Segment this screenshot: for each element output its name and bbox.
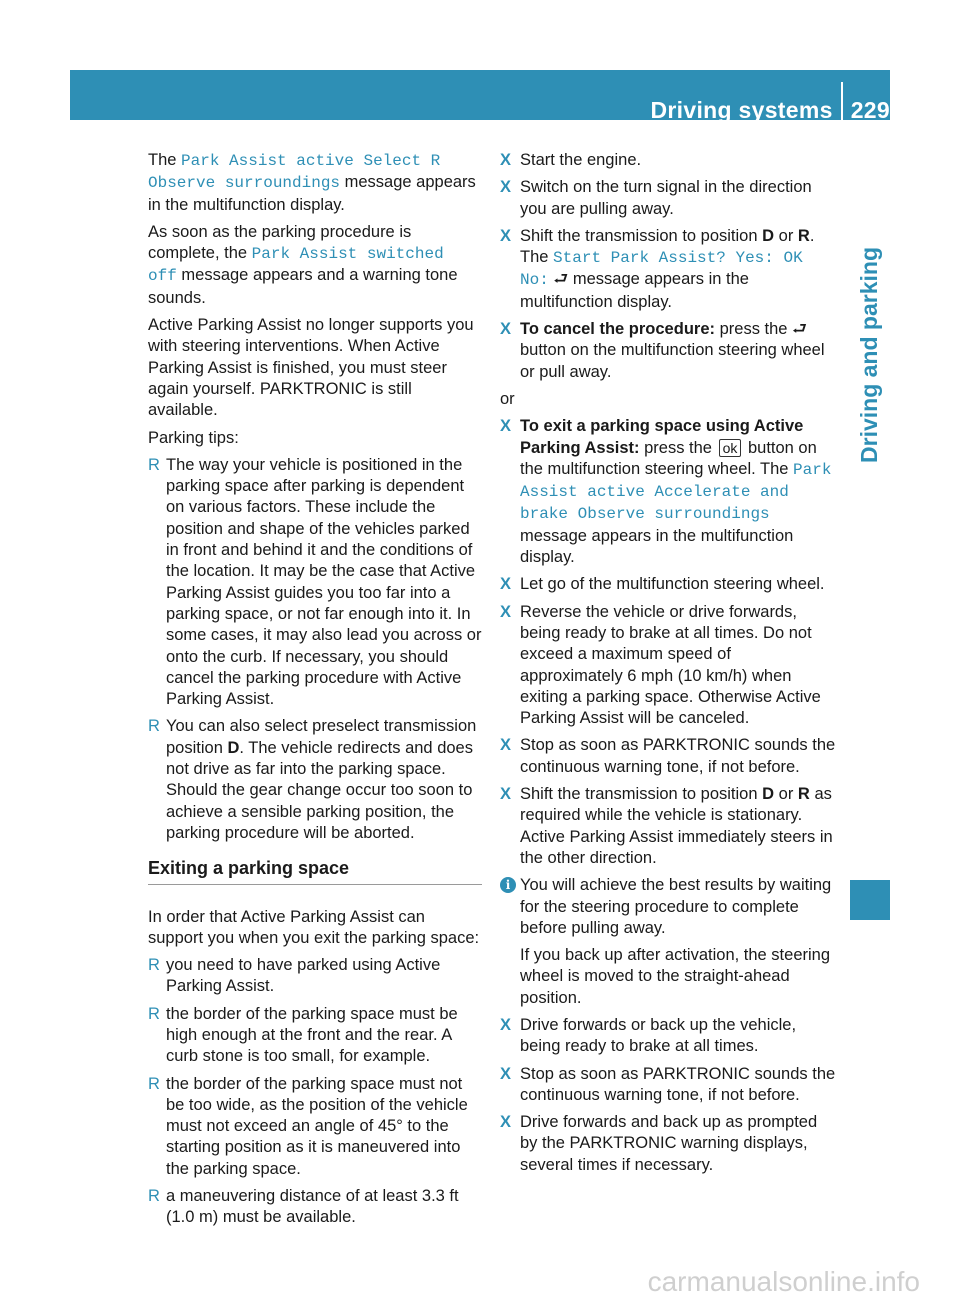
- paragraph: or: [500, 389, 515, 408]
- ok-key-icon: ok: [719, 439, 742, 457]
- step-item: X Stop as soon as PARKTRONIC sounds the continuous warning tone, if not before.: [500, 1064, 836, 1104]
- step-item: X To cancel the procedure: press the ⮐ button on the multifunction steering wheel or pull away.: [500, 320, 825, 381]
- step-marker: X: [500, 226, 512, 245]
- right-column: [500, 150, 836, 1182]
- step-marker: X: [500, 320, 512, 339]
- step-item: X Stop as soon as PARKTRONIC sounds the continuous warning tone, if not before.: [500, 736, 836, 776]
- step-item: X Switch on the turn signal in the direction you are pulling away.: [500, 178, 812, 218]
- list-item: R a maneuvering distance of at least 3.3 ft (1.0 m) must be available.: [148, 1187, 459, 1227]
- bullet-marker: R: [148, 1074, 160, 1093]
- step-item: X Drive forwards and back up as prompted by the PARKTRONIC warning displays, several times if necessary.: [500, 1113, 818, 1174]
- list-item: R the border of the parking space must not be too wide, as the position of the vehicle must not exceed an angle of 45° to the starting position as it is maneuvered into the parking space.: [148, 1074, 468, 1178]
- bullet-marker: R: [148, 1187, 160, 1206]
- side-tab: [850, 120, 890, 836]
- header-separator: [841, 82, 843, 130]
- bullet-marker: R: [148, 455, 160, 474]
- display-message: Park Assist switched off: [148, 245, 444, 286]
- list-item: R you need to have parked using Active Parking Assist.: [148, 956, 441, 996]
- info-note: i You will achieve the best results by waiting for the steering procedure to complete before pulling away. If you back up after activation, the steering wheel is moved to the straight-ahead position.: [500, 875, 836, 1009]
- step-item: X Shift the transmission to position D or R. The Start Park Assist? Yes: OK No: ⮐ message appears in the multifunction display.: [500, 226, 815, 311]
- bullet-marker: R: [148, 1004, 160, 1023]
- paragraph: In order that Active Parking Assist can support you when you exit the parking space:: [148, 907, 480, 947]
- step-item: X Reverse the vehicle or drive forwards, being ready to brake at all times. Do not exceed a maximum speed of approximately 6 mph (10 km/h) when exiting a parking space. Otherwise Active Parking Assist will be canceled.: [500, 602, 821, 728]
- bullet-marker: R: [148, 717, 160, 736]
- side-tab-label: [849, 247, 891, 463]
- list-item: R The way your vehicle is positioned in the parking space after parking is dependent on various factors. These include the position and shape of the vehicles parked in front and behind it and the conditions of the location. It may be the case that Active Parking Assist guides you too far into a parking space, or not far enough into it. In some cases, it may also lead you across or onto the curb. If necessary, you should cancel the parking procedure with Active Parking Assist.: [148, 455, 482, 709]
- step-marker: X: [500, 417, 512, 436]
- side-square: [850, 880, 890, 920]
- back-icon: ⮐: [553, 270, 569, 289]
- step-marker: X: [500, 785, 512, 804]
- paragraph: Active Parking Assist no longer supports you with steering interventions. When Active Parking Assist is finished, you must steer again yourself. PARKTRONIC is still available.: [148, 316, 474, 420]
- back-icon: ⮐: [792, 320, 807, 339]
- step-item: X Start the engine.: [500, 150, 836, 171]
- left-column: [148, 150, 482, 1235]
- bullet-marker: R: [148, 956, 160, 975]
- info-icon: i: [500, 877, 516, 893]
- list-item: R You can also select preselect transmission position D. The vehicle redirects and does not drive as far into the parking space. Should the gear change occur too soon to achieve a sensible parking position, the parking procedure will be aborted.: [148, 717, 477, 842]
- page-number: 229: [850, 97, 890, 123]
- step-item: X Drive forwards or back up the vehicle, being ready to brake at all times.: [500, 1015, 797, 1056]
- paragraph: As soon as the parking procedure is complete, the Park Assist switched off message appears and a warning tone sounds.: [148, 222, 458, 307]
- chapter-label: Driving and parking: [856, 247, 882, 463]
- step-item: X Let go of the multifunction steering wheel.: [500, 574, 836, 595]
- display-message: Start Park Assist? Yes: OK No:: [520, 249, 803, 290]
- step-marker: X: [500, 1113, 512, 1132]
- step-marker: X: [500, 1064, 512, 1083]
- section-title: Driving systems: [650, 97, 833, 123]
- display-message: Park Assist active Select R Observe surroundings: [148, 152, 441, 193]
- watermark: carmanualsonline.info: [647, 1266, 920, 1297]
- step-item: X To exit a parking space using Active Parking Assist: press the ok button on the multifunction steering wheel. The Park Assist active Accelerate and brake Observe surroundings message appears in the multifunction display.: [500, 417, 832, 567]
- paragraph: The Park Assist active Select R Observe surroundings message appears in the multifunction display.: [148, 151, 476, 214]
- paragraph: Parking tips:: [148, 428, 239, 447]
- step-marker: X: [500, 1015, 512, 1034]
- section-heading: Exiting a parking space: [148, 858, 482, 884]
- step-marker: X: [500, 736, 512, 755]
- step-marker: X: [500, 575, 512, 594]
- step-item: X Shift the transmission to position D or R as required while the vehicle is stationary. Active Parking Assist immediately steers in the other direction.: [500, 785, 833, 867]
- step-marker: X: [500, 178, 512, 197]
- list-item: R the border of the parking space must be high enough at the front and the rear. A curb stone is too small, for example.: [148, 1004, 458, 1066]
- step-marker: X: [500, 151, 512, 169]
- step-marker: X: [500, 602, 512, 621]
- display-message: Park Assist active Accelerate and brake Observe surroundings: [520, 460, 832, 524]
